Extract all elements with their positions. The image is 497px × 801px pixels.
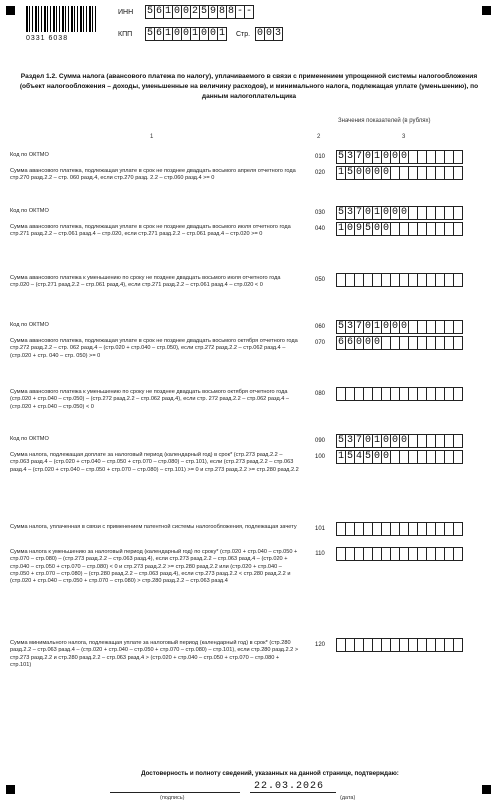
date-line — [250, 792, 336, 793]
row-label: Код по ОКТМО — [10, 436, 49, 442]
char-cell: 5 — [337, 321, 344, 332]
char-cell: 0 — [256, 28, 263, 39]
char-cell: 1 — [218, 28, 225, 39]
char-cell: 5 — [346, 451, 353, 462]
inn-label: ИНН — [118, 9, 134, 16]
char-cell: 0 — [265, 28, 272, 39]
row-code: 060 — [314, 324, 325, 330]
char-cell — [453, 387, 463, 401]
row-value-field[interactable] — [336, 638, 462, 652]
row-code: 120 — [314, 642, 325, 648]
char-cell: 3 — [346, 151, 353, 162]
char-cell: 0 — [364, 151, 371, 162]
signature-line[interactable] — [110, 792, 240, 793]
char-cell: 0 — [373, 451, 380, 462]
corner-marker — [482, 6, 491, 15]
row-label: Сумма налога, уплаченная в связи с применением патентной системы налогообложения, подлежащая зачету — [10, 524, 297, 530]
row-code: 080 — [314, 391, 325, 397]
row-value-field[interactable] — [336, 166, 462, 180]
char-cell: 0 — [209, 28, 216, 39]
char-cell: 0 — [173, 28, 180, 39]
char-cell: 0 — [391, 435, 398, 446]
values-header: Значения показателей (в рублях) — [338, 118, 431, 124]
char-cell: 6 — [155, 6, 162, 17]
row-code: 020 — [314, 170, 325, 176]
char-cell: 5 — [337, 207, 344, 218]
inn-field[interactable] — [145, 5, 253, 19]
row-label: Сумма авансового платежа, подлежащая уплате в срок не позднее двадцать восьмого июля отчетного года стр.271 разд.2.2 – стр.061 разд.4 – стр.020, если стр.271 разд.2.2 – стр.061 разд.4 – стр.020 >= 0 — [10, 224, 291, 238]
char-cell: 1 — [191, 28, 198, 39]
char-cell — [453, 638, 463, 652]
char-cell: 0 — [382, 167, 389, 178]
column-2-number: 2 — [317, 134, 321, 140]
row-label: Сумма авансового платежа к уменьшению по сроку не позднее двадцать восьмого октября отчетного года (стр.020 + стр.040 – стр.050) – (стр.272 разд.2.2 – стр.062 разд.4), если стр. 272 разд.2.2 – стр.062 разд.4 – (стр.020 + стр.040 – стр.050) < 0 — [10, 389, 290, 410]
char-cell: 0 — [391, 151, 398, 162]
char-cell: 0 — [382, 151, 389, 162]
char-cell: 0 — [382, 435, 389, 446]
char-cell: 0 — [364, 435, 371, 446]
char-cell: 5 — [337, 435, 344, 446]
row-value-field[interactable] — [336, 206, 462, 220]
row-code: 090 — [314, 438, 325, 444]
char-cell: 1 — [373, 151, 380, 162]
char-cell: 1 — [373, 435, 380, 446]
char-cell: 5 — [337, 151, 344, 162]
column-3-number: 3 — [402, 134, 406, 140]
char-cell: 0 — [382, 223, 389, 234]
char-cell: 0 — [373, 223, 380, 234]
char-cell — [453, 336, 463, 350]
row-value-field[interactable] — [336, 522, 462, 536]
row-code: 070 — [314, 340, 325, 346]
signature-caption: (подпись) — [160, 795, 185, 801]
row-code: 101 — [314, 526, 325, 532]
char-cell: 0 — [173, 6, 180, 17]
row-label: Сумма авансового платежа, подлежащая уплате в срок не позднее двадцать восьмого октября отчетного года стр.272 разд.2.2 – стр. 062 разд.4 – (стр.020 + стр.040 – стр.050), если стр.272 разд.2.2 – стр.062 разд.4 – (стр.020 + стр. 040 – стр. 050) >= 0 — [10, 338, 298, 359]
row-value-field[interactable] — [336, 273, 462, 287]
char-cell: 7 — [355, 321, 362, 332]
char-cell — [453, 522, 463, 536]
char-cell: 5 — [146, 6, 153, 17]
char-cell: 0 — [400, 207, 407, 218]
char-cell: 8 — [227, 6, 234, 17]
char-cell: 1 — [337, 451, 344, 462]
char-cell: 0 — [391, 207, 398, 218]
row-value-field[interactable] — [336, 336, 462, 350]
row-value-field[interactable] — [336, 150, 462, 164]
row-code: 010 — [314, 154, 325, 160]
row-value-field[interactable] — [336, 222, 462, 236]
char-cell — [453, 547, 463, 561]
char-cell: 3 — [346, 207, 353, 218]
corner-marker — [6, 785, 15, 794]
row-label: Код по ОКТМО — [10, 152, 49, 158]
char-cell: 5 — [364, 451, 371, 462]
row-value-field[interactable] — [336, 450, 462, 464]
char-cell: 7 — [355, 207, 362, 218]
row-code: 030 — [314, 210, 325, 216]
char-cell — [453, 150, 463, 164]
char-cell: 5 — [146, 28, 153, 39]
char-cell: 3 — [346, 435, 353, 446]
char-cell: 1 — [337, 167, 344, 178]
column-1-number: 1 — [150, 134, 154, 140]
row-label: Код по ОКТМО — [10, 208, 49, 214]
char-cell — [453, 273, 463, 287]
char-cell: 0 — [364, 167, 371, 178]
char-cell: 1 — [164, 28, 171, 39]
char-cell: 7 — [355, 435, 362, 446]
char-cell: 0 — [382, 207, 389, 218]
char-cell: 1 — [373, 321, 380, 332]
row-code: 040 — [314, 226, 325, 232]
char-cell: 0 — [182, 6, 189, 17]
date-caption: (дата) — [340, 795, 356, 801]
char-cell: 0 — [364, 207, 371, 218]
corner-marker — [482, 785, 491, 794]
row-value-field[interactable] — [336, 434, 462, 448]
char-cell: 2 — [191, 6, 198, 17]
page-number-field[interactable] — [255, 27, 282, 41]
barcode-number: 0331 6038 — [26, 35, 69, 42]
char-cell — [453, 434, 463, 448]
char-cell: 0 — [182, 28, 189, 39]
row-label: Сумма налога к уменьшению за налоговый период (календарный год) по сроку* (стр.020 + стр.040 – стр.050 + стр.070 – стр.080) – (стр.273 разд.2.2 – стр.063 разд.4), если стр.273 разд.2.2 – стр.063 разд.4 – (стр.020 + стр.040 – стр.050 + стр.070 – стр.080) < 0 и стр.273 разд.2.2 >= стр.280 разд.2.2 или (стр.020 + стр.040 – стр.050 + стр.070 – стр.080) – (стр.280 разд.2.2 – стр.063 разд.4), если стр.273 разд.2.2 < стр.280 разд.2.2 и (стр.020 + стр.040 – стр.050 + стр.070 – стр.080) > стр.280 разд.2.2 – стр.063 разд.4 — [10, 549, 298, 585]
char-cell: 1 — [373, 207, 380, 218]
char-cell: 6 — [155, 28, 162, 39]
page-label: Стр. — [236, 31, 251, 38]
char-cell: 0 — [391, 321, 398, 332]
char-cell: 9 — [209, 6, 216, 17]
char-cell — [453, 206, 463, 220]
kpp-label: КПП — [118, 31, 133, 38]
row-code: 110 — [315, 551, 325, 557]
char-cell — [453, 450, 463, 464]
char-cell: 9 — [355, 223, 362, 234]
char-cell: 0 — [364, 321, 371, 332]
row-label: Сумма авансового платежа к уменьшению по сроку не позднее двадцать восьмого июля отчетного года стр.020 – (стр.271 разд.2.2 – стр.061 разд.4), если стр.271 разд.2.2 – стр.061 разд.4 – стр.020 < 0 — [10, 275, 281, 289]
corner-marker — [6, 6, 15, 15]
date-field[interactable]: 22.03.2026 — [254, 781, 325, 792]
char-cell: - — [245, 6, 252, 17]
char-cell: 0 — [364, 337, 371, 348]
row-code: 100 — [314, 454, 325, 460]
char-cell: 1 — [164, 6, 171, 17]
char-cell: 6 — [346, 337, 353, 348]
row-value-field[interactable] — [336, 387, 462, 401]
char-cell: 0 — [355, 167, 362, 178]
char-cell: 0 — [382, 451, 389, 462]
char-cell: 0 — [373, 167, 380, 178]
char-cell: 0 — [400, 151, 407, 162]
char-cell: 5 — [346, 167, 353, 178]
char-cell: 0 — [400, 321, 407, 332]
char-cell — [453, 166, 463, 180]
char-cell: 4 — [355, 451, 362, 462]
char-cell: 0 — [400, 435, 407, 446]
char-cell: 0 — [373, 337, 380, 348]
kpp-field[interactable] — [145, 27, 226, 41]
barcode — [26, 6, 96, 32]
char-cell: 8 — [218, 6, 225, 17]
row-label: Сумма минимального налога, подлежащая уплате за налоговый период (календарный год) в срок* (стр.280 разд.2.2 – стр.063 разд.4 – (стр.020 + стр.040 – стр.050 + стр.070 – стр.080) – стр.101), если стр.280 разд.2.2 > стр.273 разд.2.2 и стр.280 разд.2.2 – стр.063 разд.4 > (стр.020 + стр.040 – стр.050 + стр.070 – стр.080 + стр.101) — [10, 640, 299, 668]
section-title: Раздел 1.2. Сумма налога (авансового платежа по налогу), уплачиваемого в связи с применением упрощенной системы налогообложения (объект налогообложения – доходы, уменьшенные на величину расходов), и минимального налога, подлежащая уплате (уменьшению), по данным налогоплательщика — [19, 73, 479, 100]
char-cell — [453, 222, 463, 236]
row-label: Сумма налога, подлежащая доплате за налоговый период (календарный год) в срок* (стр.273 разд.2.2 – стр.063 разд.4 – (стр.020 + стр.040 – стр.050 + стр.070 – стр.080) – стр.101), если (стр.273 разд.2.2 – стр.063 разд.4 – (стр.020 + стр.040 – стр.050 + стр.070 – стр.080) – стр.101) >= 0 и стр.273 разд.2.2 >= стр.280 разд.2.2 — [10, 452, 299, 473]
char-cell: 6 — [337, 337, 344, 348]
char-cell: 0 — [382, 321, 389, 332]
row-label: Код по ОКТМО — [10, 322, 49, 328]
char-cell: 0 — [200, 28, 207, 39]
char-cell: 7 — [355, 151, 362, 162]
char-cell: 0 — [346, 223, 353, 234]
char-cell: 0 — [355, 337, 362, 348]
row-value-field[interactable] — [336, 547, 462, 561]
char-cell: 5 — [200, 6, 207, 17]
char-cell: 3 — [274, 28, 281, 39]
confirmation-text: Достоверность и полноту сведений, указанных на данной странице, подтверждаю: — [141, 770, 399, 777]
char-cell: 3 — [346, 321, 353, 332]
char-cell: 1 — [337, 223, 344, 234]
char-cell — [453, 320, 463, 334]
char-cell: 5 — [364, 223, 371, 234]
row-code: 050 — [314, 277, 325, 283]
row-label: Сумма авансового платежа, подлежащая уплате в срок не позднее двадцать восьмого апреля отчетного года стр.270 разд.2.2 – стр. 060 разд.4, если стр.270 разд. 2.2 – стр.060 разд.4 >= 0 — [10, 168, 296, 182]
row-value-field[interactable] — [336, 320, 462, 334]
char-cell: - — [236, 6, 243, 17]
